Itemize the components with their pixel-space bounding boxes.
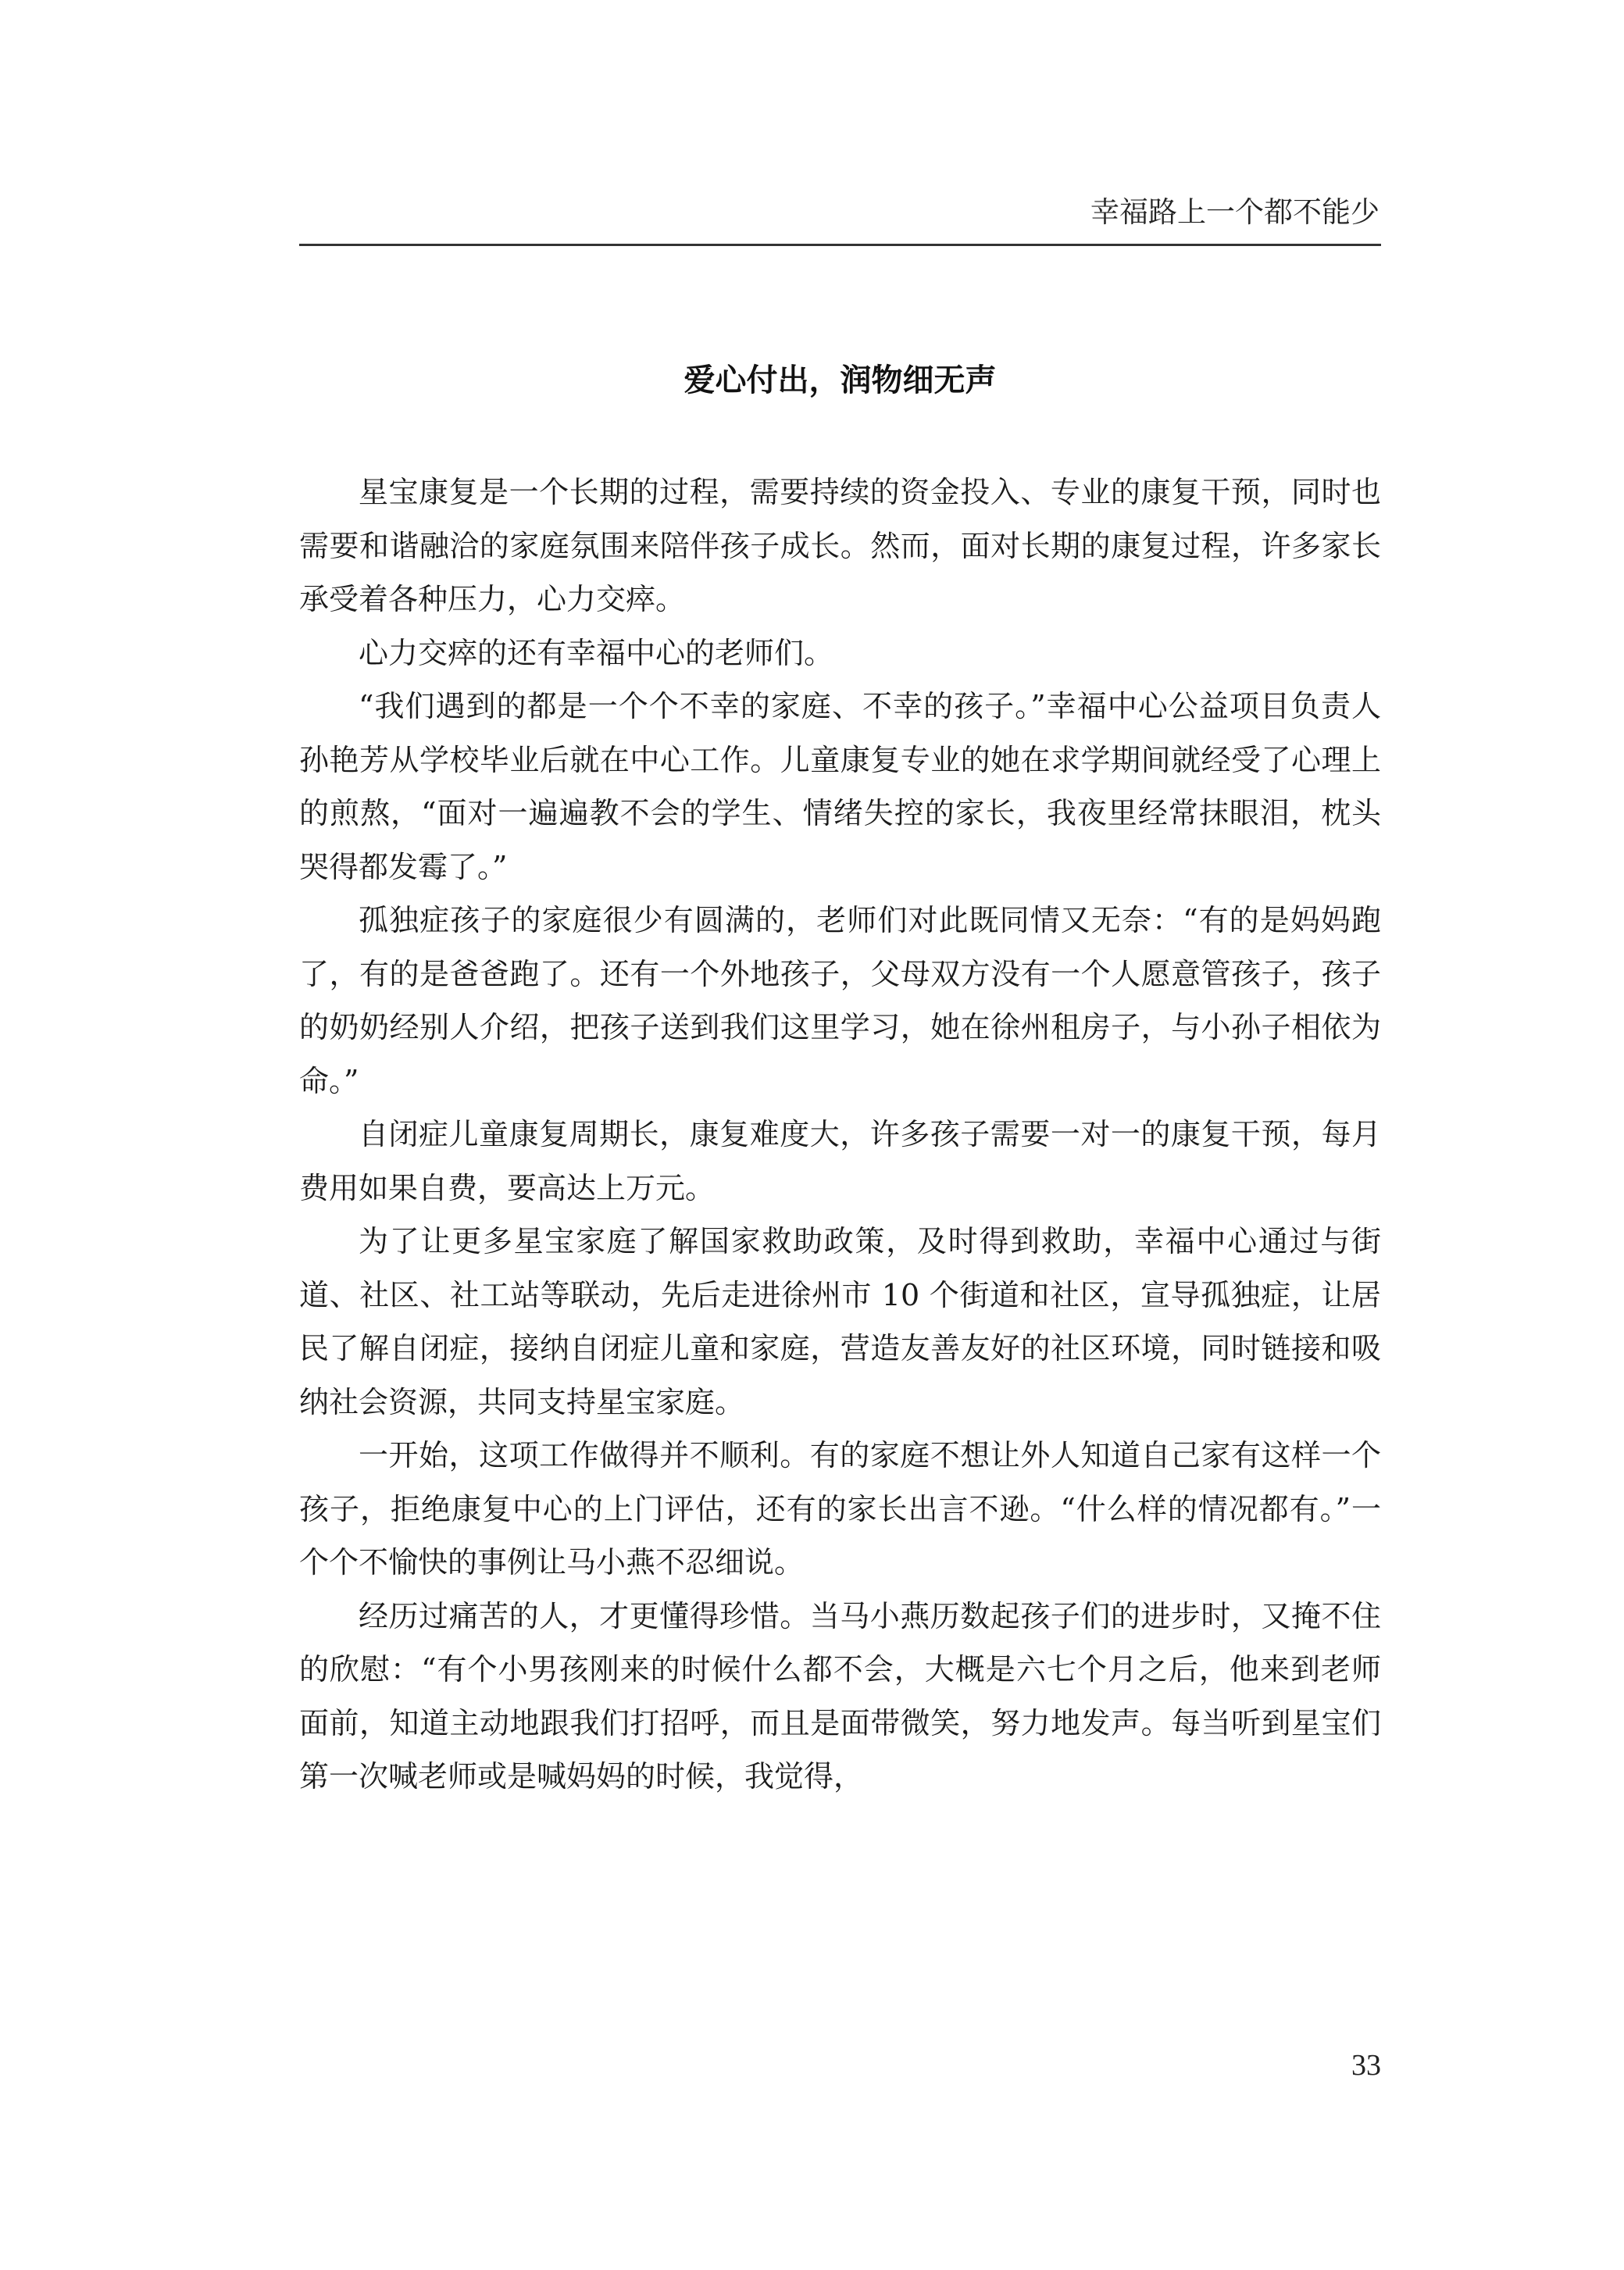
- running-header-title: 幸福路上一个都不能少: [1090, 195, 1380, 229]
- paragraph: 孤独症孩子的家庭很少有圆满的，老师们对此既同情又无奈：“有的是妈妈跑了，有的是爸爸跑了。还有一个外地孩子，父母双方没有一个人愿意管孩子，孩子的奶奶经别人介绍，把孩子送到我们这里学习，她在徐州租房子，与小孙子相依为命。”: [299, 903, 1381, 1098]
- paragraph: 星宝康复是一个长期的过程，需要持续的资金投入、专业的康复干预，同时也需要和谐融洽的家庭氛围来陪伴孩子成长。然而，面对长期的康复过程，许多家长承受着各种压力，心力交瘁。: [299, 475, 1381, 616]
- section-title: 爱心付出，润物细无声: [684, 362, 997, 398]
- body-text: [299, 466, 1381, 1804]
- paragraph: 心力交瘁的还有幸福中心的老师们。: [359, 635, 834, 670]
- paragraph: 为了让更多星宝家庭了解国家救助政策，及时得到救助，幸福中心通过与街道、社区、社工站等联动，先后走进徐州市 10 个街道和社区，宣导孤独症，让居民了解自闭症，接纳自闭症儿童和家庭，营造友善友好的社区环境，同时链接和吸纳社会资源，共同支持星宝家庭。: [299, 1224, 1381, 1419]
- paragraph: “我们遇到的都是一个个不幸的家庭、不幸的孩子。”幸福中心公益项目负责人孙艳芳从学校毕业后就在中心工作。儿童康复专业的她在求学期间就经受了心理上的煎熬，“面对一遍遍教不会的学生、情绪失控的家长，我夜里经常抹眼泪，枕头哭得都发霉了。”: [299, 689, 1381, 884]
- paragraph: 自闭症儿童康复周期长，康复难度大，许多孩子需要一对一的康复干预，每月费用如果自费，要高达上万元。: [299, 1117, 1381, 1205]
- running-header: [299, 195, 1381, 246]
- paragraph: 一开始，这项工作做得并不顺利。有的家庭不想让外人知道自己家有这样一个孩子，拒绝康复中心的上门评估，还有的家长出言不逊。“什么样的情况都有。”一个个不愉快的事例让马小燕不忍细说。: [299, 1438, 1381, 1579]
- paragraph: 经历过痛苦的人，才更懂得珍惜。当马小燕历数起孩子们的进步时，又掩不住的欣慰：“有个小男孩刚来的时候什么都不会，大概是六七个月之后，他来到老师面前，知道主动地跟我们打招呼，而且是面带微笑，努力地发声。每当听到星宝们第一次喊老师或是喊妈妈的时候，我觉得，: [299, 1598, 1381, 1794]
- page-number: 33: [1351, 2049, 1381, 2082]
